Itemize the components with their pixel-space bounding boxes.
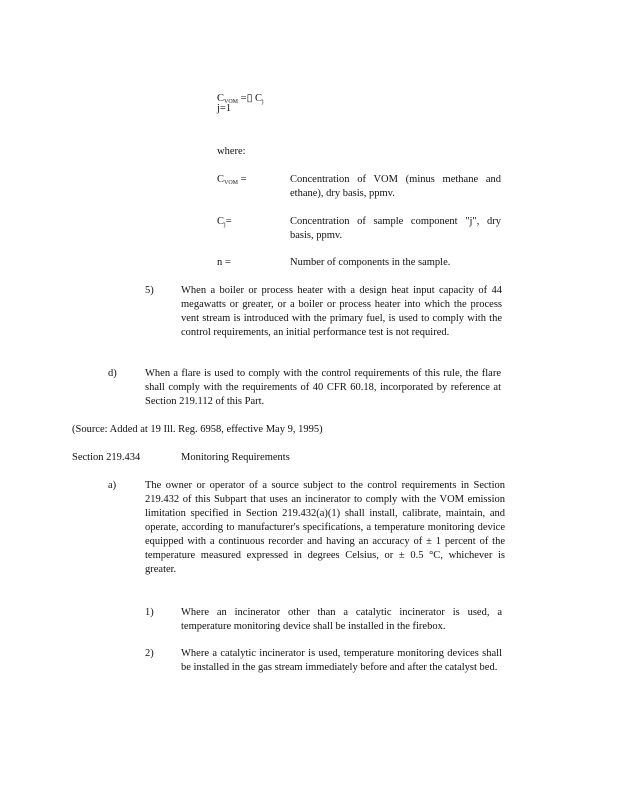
section-number: Section 219.434 <box>72 452 141 463</box>
definition-term-cj <box>217 215 232 229</box>
formula-c: C <box>217 93 225 104</box>
formula-line-2: j=1 <box>217 103 232 114</box>
formula-sub-j: j <box>261 99 264 105</box>
definition-text-cvom: Concentration of VOM (minus methane and ethane), dry basis, ppmv. <box>290 174 501 199</box>
definition-text-cj: Concentration of sample component "j", dry basis, ppmv. <box>290 216 501 241</box>
section-title: Monitoring Requirements <box>181 452 290 463</box>
term-sub: j <box>224 222 226 228</box>
term-eq: = <box>238 174 247 185</box>
term-c: C <box>217 216 225 227</box>
sub-item-1-text: Where an incinerator other than a catalytic incinerator is used, a temperature monitoring device shall be installed in the firebox. <box>181 607 502 632</box>
item-d-text: When a flare is used to comply with the control requirements of this rule, the flare shall comply with the requirements of 40 CFR 60.18, incorporated by reference at Section 219.112 of this Part. <box>145 368 501 407</box>
definition-term-n <box>217 256 231 270</box>
term-eq: = <box>222 257 231 268</box>
item-a-number: a) <box>108 480 117 491</box>
where-label: where: <box>217 146 246 157</box>
item-a-text: The owner or operator of a source subject to the control requirements in Section 219.432 of this Subpart that uses an incinerator to comply with the VOM emission limitation specified in Section 219.432(a)(1) shall install, calibrate, maintain, and operate, according to manufacturer's specifications, a temperature monitoring device equipped with a continuous recorder and having an accuracy of ± 1 percent of the temperature measured expressed in degrees Celsius, or ± 0.5 °C, whichever is greater. <box>145 480 505 575</box>
definition-term-cvom <box>217 173 247 187</box>
definition-text-n: Number of components in the sample. <box>290 257 451 268</box>
item-d-number: d) <box>108 368 117 379</box>
sub-item-1-number: 1) <box>145 607 154 618</box>
formula-equals-sum: =▯ C <box>238 93 262 104</box>
formula-sub-vom: VOM <box>224 99 239 105</box>
term-c: C <box>217 174 225 185</box>
term-sub: VOM <box>224 180 239 186</box>
source-note: (Source: Added at 19 Ill. Reg. 6958, effective May 9, 1995) <box>72 424 323 435</box>
item-5-text: When a boiler or process heater with a design heat input capacity of 44 megawatts or greater, or a boiler or process heater into which the process vent stream is introduced with the primary fuel, is used to comply with the control requirements, an initial performance test is not required. <box>181 285 502 338</box>
sub-item-2-text: Where a catalytic incinerator is used, temperature monitoring devices shall be installed in the gas stream immediately before and after the catalyst bed. <box>181 648 502 673</box>
sub-item-2-number: 2) <box>145 648 154 659</box>
item-5-number: 5) <box>145 285 154 296</box>
term-eq: = <box>225 216 232 227</box>
term-n: n <box>217 257 223 268</box>
